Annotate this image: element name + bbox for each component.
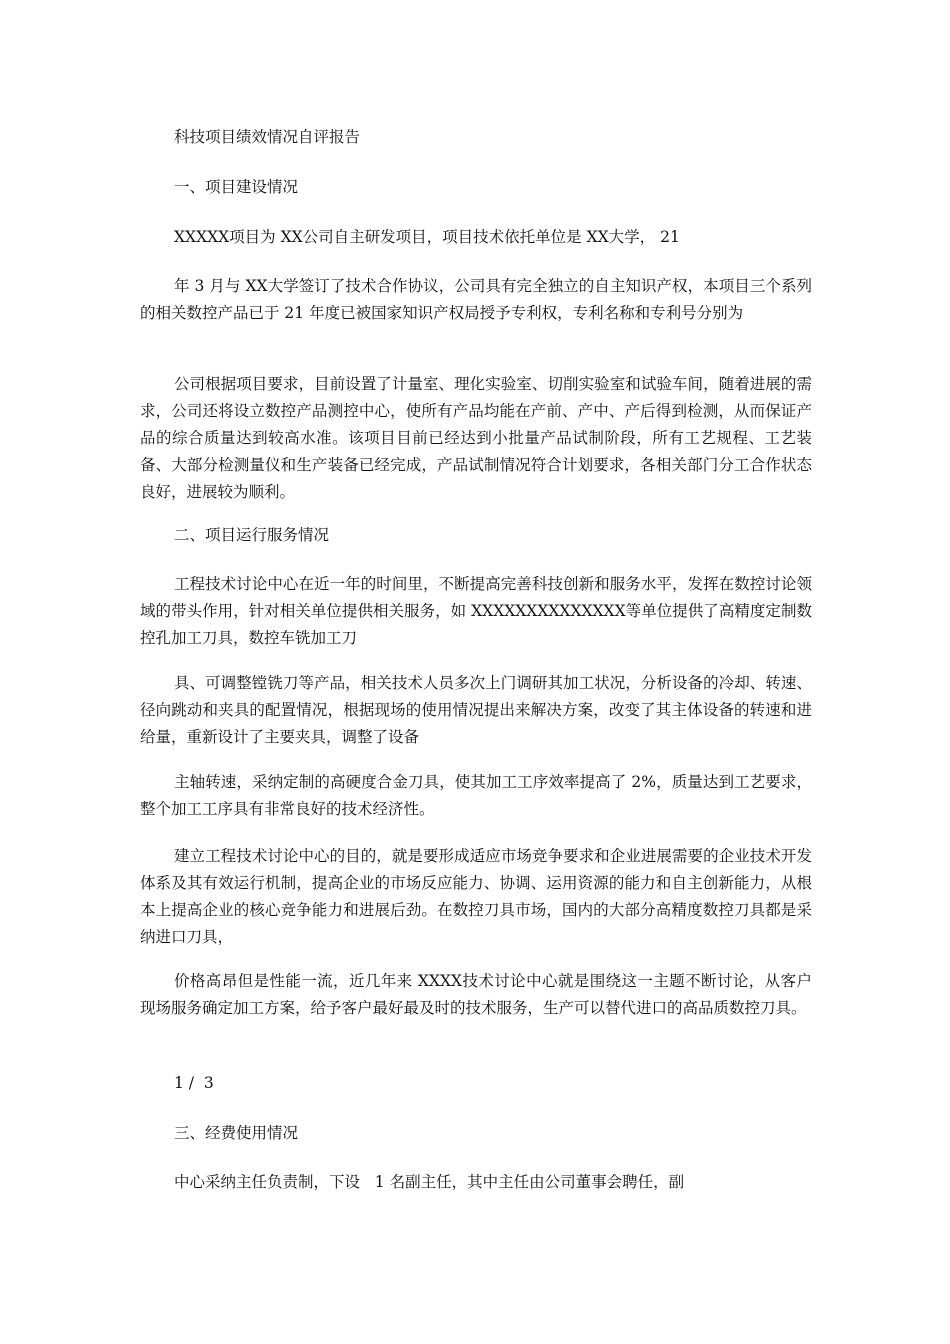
- page-number: 1 / 3: [174, 1074, 214, 1092]
- paragraph-2: 年 3 月与 XX大学签订了技术合作协议，公司具有完全独立的自主知识产权，本项目三个系列的相关数控产品已于 21 年度已被国家知识产权局授予专利权，专利名称和专利号分别为: [140, 277, 812, 322]
- paragraph-6: 主轴转速，采纳定制的高硬度合金刀具，使其加工工序效率提高了 2%，质量达到工艺要求，整个加工工序具有非常良好的技术经济性。: [140, 773, 812, 818]
- paragraph-3: 公司根据项目要求，目前设置了计量室、理化实验室、切削实验室和试验车间，随着进展的需求，公司还将设立数控产品测控中心，使所有产品均能在产前、产中、产后得到检测，从而保证产品的综合质量达到较高水准。该项目目前已经达到小批量产品试制阶段，所有工艺规程、工艺装备、大部分检测量仪和生产装备已经完成，产品试制情况符合计划要求，各相关部门分工合作状态良好，进展较为顺利。: [140, 375, 812, 501]
- paragraph-4: 工程技术讨论中心在近一年的时间里，不断提高完善科技创新和服务水平，发挥在数控讨论领域的带头作用，针对相关单位提供相关服务，如 XXXXXXXXXXXXXX等单位提供了高精度定制数控孔加工刀具，数控车铣加工刀: [140, 575, 812, 647]
- paragraph-1: XXXXX项目为 XX公司自主研发项目，项目技术依托单位是 XX大学， 21: [174, 228, 680, 246]
- paragraph-7: 建立工程技术讨论中心的目的，就是要形成适应市场竞争要求和企业进展需要的企业技术开发体系及其有效运行机制，提高企业的市场反应能力、协调、运用资源的能力和自主创新能力，从根本上提高企业的核心竞争能力和进展后劲。在数控刀具市场，国内的大部分高精度数控刀具都是采纳进口刀具，: [140, 847, 812, 946]
- paragraph-8: 价格高昂但是性能一流，近几年来 XXXX技术讨论中心就是围绕这一主题不断讨论，从客户现场服务确定加工方案，给予客户最好最及时的技术服务，生产可以替代进口的高品质数控刀具。: [140, 972, 812, 1017]
- paragraph-5: 具、可调整镗铣刀等产品，相关技术人员多次上门调研其加工状况，分析设备的冷却、转速、径向跳动和夹具的配置情况，根据现场的使用情况提出来解决方案，改变了其主体设备的转速和进给量，重新设计了主要夹具，调整了设备: [140, 674, 812, 746]
- section-heading-3: 三、经费使用情况: [174, 1124, 299, 1142]
- document-title: 科技项目绩效情况自评报告: [174, 128, 361, 146]
- section-heading-1: 一、项目建设情况: [174, 178, 299, 196]
- paragraph-9: 中心采纳主任负责制，下设 1 名副主任，其中主任由公司董事会聘任，副: [174, 1173, 685, 1191]
- section-heading-2: 二、项目运行服务情况: [174, 526, 330, 544]
